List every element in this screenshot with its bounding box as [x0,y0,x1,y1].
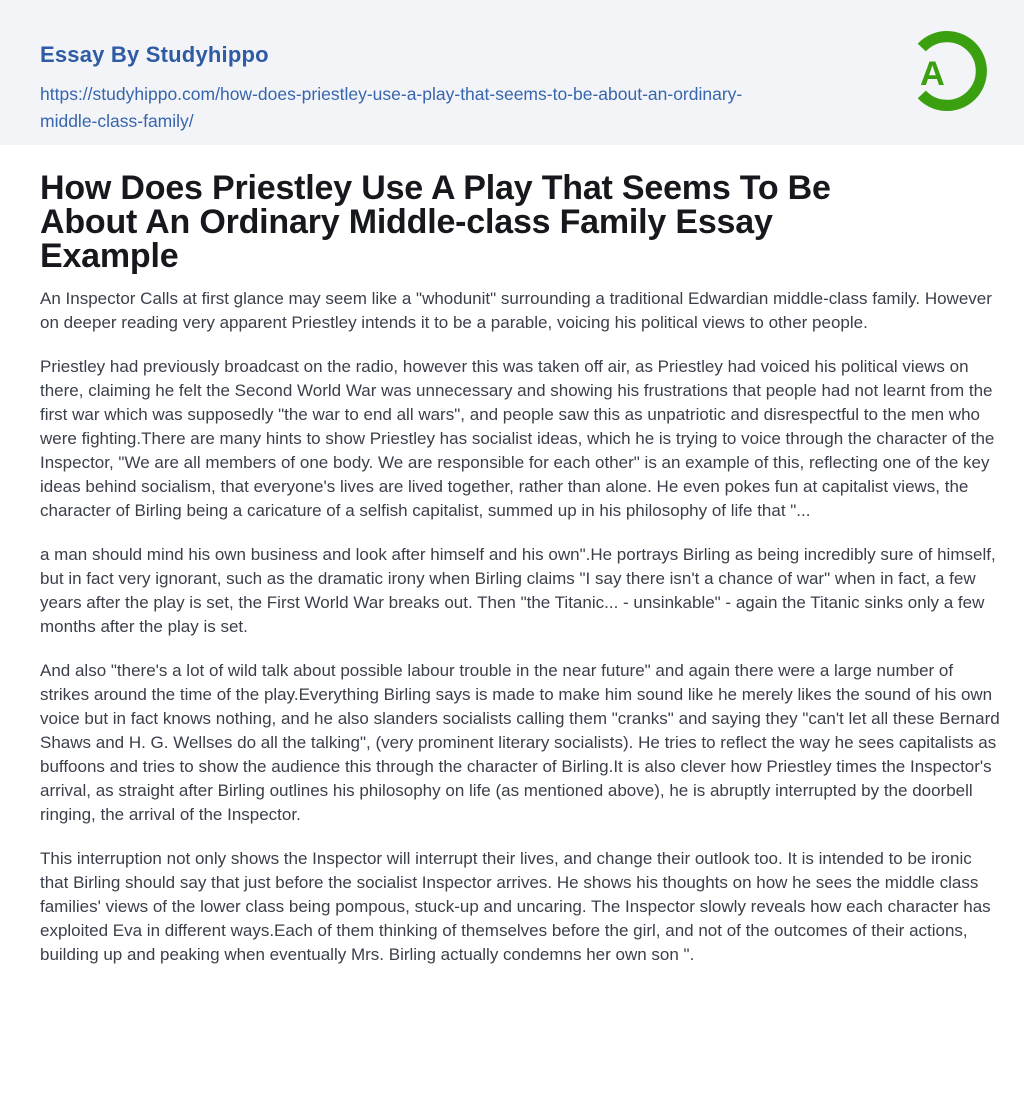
site-title: Essay By Studyhippo [40,42,269,67]
essay-title-line-3: Example [40,237,179,275]
logo-letter-a: A [919,54,945,93]
studyhippo-logo-icon [904,28,990,114]
source-url-link[interactable]: https://studyhippo.com/how-does-priestley-use-a-play-that-seems-to-be-about-an-ordinary-middle-class-family/ [40,84,743,131]
essay-paragraph-1: An Inspector Calls at first glance may seem like a "whodunit" surrounding a traditional Edwardian middle-class family. However on deeper reading very apparent Priestley intends it to be a parable, voicing his political views to other people. [40,289,992,332]
essay-title [40,171,1000,273]
essay-paragraph-5: This interruption not only shows the Inspector will interrupt their lives, and change their outlook too. It is intended to be ironic that Birling should say that just before the socialist Inspector arrives. He shows his thoughts on how he sees the middle class families' views of the lower class being pompous, stuck-up and uncaring. The Inspector slowly reveals how each character has exploited Eva in different ways.Each of them thinking of themselves before the girl, and not of the outcomes of their actions, building up and peaking when eventually Mrs. Birling actually condemns her own son ". [40,849,991,964]
page-header [0,0,1024,145]
essay-title-line-1: How Does Priestley Use A Play That Seems To Be [40,169,831,207]
essay-paragraph-2: Priestley had previously broadcast on the radio, however this was taken off air, as Priestley had voiced his political views on there, claiming he felt the Second World War was unnecessary and showing his frustrations that people had not learnt from the first war which was supposedly "the war to end all wars", and people saw this as unpatriotic and disrespectful to the men who were fighting.There are many hints to show Priestley has socialist ideas, which he is trying to voice through the character of the Inspector, "We are all members of one body. We are responsible for each other" is an example of this, reflecting one of the key ideas behind socialism, that everyone's lives are lived together, rather than alone. He even pokes fun at capitalist views, the character of Birling being a caricature of a selfish capitalist, summed up in his philosophy of life that "... [40,357,995,520]
essay-paragraph-3: a man should mind his own business and look after himself and his own".He portrays Birling as being incredibly sure of himself, but in fact very ignorant, such as the dramatic irony when Birling claims "I say there isn't a chance of war" when in fact, a few years after the play is set, the First World War breaks out. Then "the Titanic... - unsinkable" - again the Titanic sinks only a few months after the play is set. [40,545,996,636]
essay-title-line-2: About An Ordinary Middle-class Family Essay [40,203,773,241]
essay-paragraph-4: And also "there's a lot of wild talk about possible labour trouble in the near future" and again there were a large number of strikes around the time of the play.Everything Birling says is made to make him sound like he merely likes the sound of his own voice but in fact knows nothing, and he also slanders socialists calling them "cranks" and saying they "can't let all these Bernard Shaws and H. G. Wellses do all the talking", (very prominent literary socialists). He tries to reflect the way he sees capitalists as buffoons and tries to show the audience this through the character of Birling.It is also clever how Priestley times the Inspector's arrival, as straight after Birling outlines his philosophy on life (as mentioned above), he is abruptly interrupted by the doorbell ringing, the arrival of the Inspector. [40,661,1000,824]
essay-content [0,171,1024,967]
studyhippo-logo [904,28,990,114]
